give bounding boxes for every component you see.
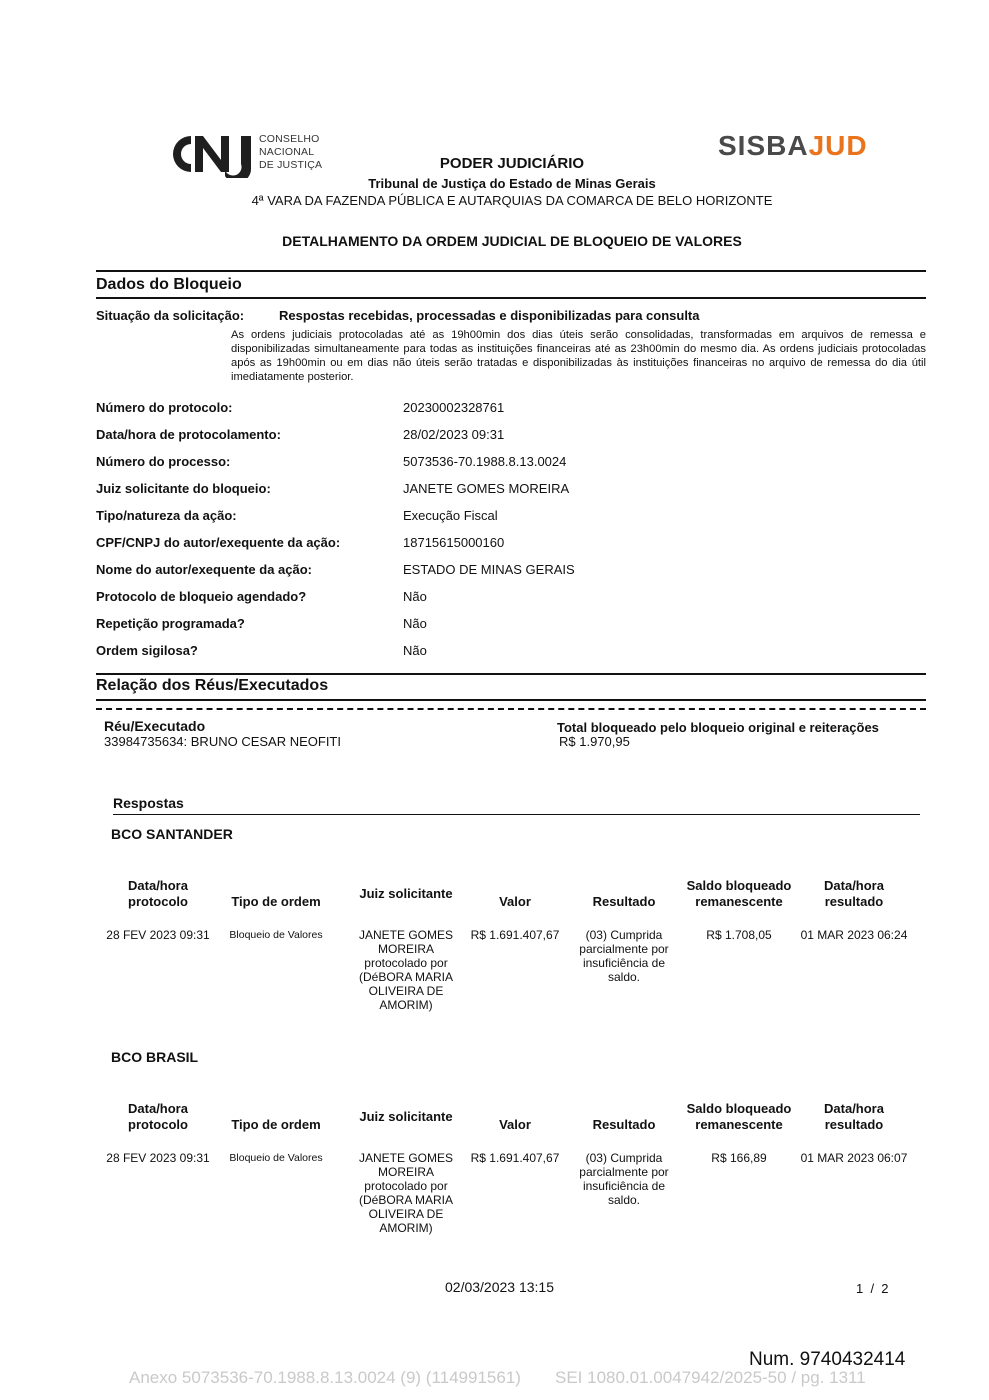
column-header: Saldo bloqueado remanescente — [686, 1101, 792, 1132]
dashed-divider — [96, 708, 926, 710]
dados-bloqueio-title: Dados do Bloqueio — [96, 276, 242, 293]
document-num: Num. 9740432414 — [749, 1349, 906, 1370]
field-label: Repetição programada? — [96, 616, 245, 631]
section-rule — [96, 699, 926, 701]
column-header: Data/hora protocolo — [128, 878, 188, 909]
column-header: Resultado — [592, 1117, 656, 1132]
vara-name: 4ª VARA DA FAZENDA PÚBLICA E AUTARQUIAS DA COMARCA DE BELO HORIZONTE — [251, 193, 773, 208]
table-cell: R$ 1.691.407,67 — [470, 928, 560, 942]
column-header: Valor — [499, 1117, 531, 1132]
reus-title: Relação dos Réus/Executados — [96, 677, 329, 694]
consolidation-note: As ordens judiciais protocoladas até as 19h00min dos dias úteis serão consolidadas, transformadas em arquivos de remessa e disponibilizadas simultaneamente para todas as instituições financeiras até as 23h00min do mesmo dia. As ordens judiciais protocoladas após as 19h00min ou em dias não úteis serão tratadas e disponibilizadas às instituições financeiras no arquivo de remessa do dia útil imediatamente posterior. — [231, 329, 926, 383]
field-label: Número do processo: — [96, 454, 231, 469]
field-value: Não — [403, 643, 427, 658]
field-label: Número do protocolo: — [96, 400, 233, 415]
field-value: 5073536-70.1988.8.13.0024 — [403, 454, 567, 469]
field-label: Tipo/natureza da ação: — [96, 508, 237, 523]
cnj-line: CONSELHO — [259, 133, 320, 145]
column-header: Juiz solicitante — [359, 886, 453, 901]
table-cell: 01 MAR 2023 06:07 — [800, 1151, 908, 1165]
column-header: Tipo de ordem — [231, 1117, 321, 1132]
field-label: Nome do autor/exequente da ação: — [96, 562, 312, 577]
table-cell: 01 MAR 2023 06:24 — [800, 928, 908, 942]
page-number: 1 / 2 — [856, 1281, 889, 1296]
field-value: Não — [403, 616, 427, 631]
org-title: PODER JUDICIÁRIO — [439, 155, 585, 172]
section-rule — [96, 673, 926, 675]
table-cell: (03) Cumprida parcialmente por insuficiência de saldo. — [579, 1151, 669, 1207]
bank-name: BCO SANTANDER — [111, 826, 233, 842]
field-value: Execução Fiscal — [403, 508, 498, 523]
reu-value: 33984735634: BRUNO CESAR NEOFITI — [104, 734, 341, 749]
section-rule — [96, 297, 926, 299]
field-label: Ordem sigilosa? — [96, 643, 198, 658]
bank-name: BCO BRASIL — [111, 1049, 199, 1065]
respostas-title: Respostas — [113, 795, 184, 811]
field-label: Data/hora de protocolamento: — [96, 427, 281, 442]
field-value: Não — [403, 589, 427, 604]
table-cell: 28 FEV 2023 09:31 — [106, 928, 210, 942]
column-header: Saldo bloqueado remanescente — [686, 878, 792, 909]
table-cell: Bloqueio de Valores — [229, 929, 323, 941]
column-header: Data/hora resultado — [824, 1101, 884, 1132]
table-cell: JANETE GOMES MOREIRA protocolado por (DéBORA MARIA OLIVEIRA DE AMORIM) — [358, 928, 454, 1012]
column-header: Valor — [499, 894, 531, 909]
cnj-line: DE JUSTIÇA — [259, 159, 323, 171]
sisbajud-suffix: JUD — [808, 130, 868, 161]
column-header: Data/hora protocolo — [128, 1101, 188, 1132]
cnj-line: NACIONAL — [259, 146, 315, 158]
document-title: DETALHAMENTO DA ORDEM JUDICIAL DE BLOQUEIO DE VALORES — [282, 233, 742, 249]
field-label: Protocolo de bloqueio agendado? — [96, 589, 307, 604]
footer-timestamp: 02/03/2023 13:15 — [445, 1279, 554, 1295]
column-header: Data/hora resultado — [824, 878, 884, 909]
table-cell: 28 FEV 2023 09:31 — [106, 1151, 210, 1165]
table-cell: R$ 1.691.407,67 — [470, 1151, 560, 1165]
field-value: 28/02/2023 09:31 — [403, 427, 505, 442]
situacao-value: Respostas recebidas, processadas e disponibilizadas para consulta — [279, 308, 700, 323]
table-cell: R$ 1.708,05 — [706, 928, 772, 942]
field-value: JANETE GOMES MOREIRA — [403, 481, 570, 496]
court-name: Tribunal de Justiça do Estado de Minas Gerais — [368, 176, 656, 191]
respostas-rule — [113, 814, 920, 815]
anexo-stamp: Anexo 5073536-70.1988.8.13.0024 (9) (114991561) — [129, 1368, 521, 1387]
table-cell: (03) Cumprida parcialmente por insuficiência de saldo. — [579, 928, 669, 984]
column-header: Juiz solicitante — [359, 1109, 453, 1124]
column-header: Tipo de ordem — [231, 894, 321, 909]
table-cell: Bloqueio de Valores — [229, 1152, 323, 1164]
reu-header: Réu/Executado — [104, 718, 206, 734]
section-rule — [96, 270, 926, 272]
column-header: Resultado — [592, 894, 656, 909]
field-label: CPF/CNPJ do autor/exequente da ação: — [96, 535, 341, 550]
field-value: ESTADO DE MINAS GERAIS — [403, 562, 575, 577]
table-cell: JANETE GOMES MOREIRA protocolado por (DéBORA MARIA OLIVEIRA DE AMORIM) — [358, 1151, 454, 1235]
sei-stamp: SEI 1080.01.0047942/2025-50 / pg. 1311 — [555, 1368, 866, 1387]
total-bloqueado-value: R$ 1.970,95 — [559, 734, 630, 749]
field-value: 20230002328761 — [403, 400, 505, 415]
table-cell: R$ 166,89 — [711, 1151, 767, 1165]
situacao-label: Situação da solicitação: — [96, 308, 245, 323]
sisbajud-prefix: SISBA — [718, 130, 809, 161]
field-label: Juiz solicitante do bloqueio: — [96, 481, 271, 496]
total-bloqueado-header: Total bloqueado pelo bloqueio original e reiterações — [557, 720, 879, 735]
field-value: 18715615000160 — [403, 535, 505, 550]
